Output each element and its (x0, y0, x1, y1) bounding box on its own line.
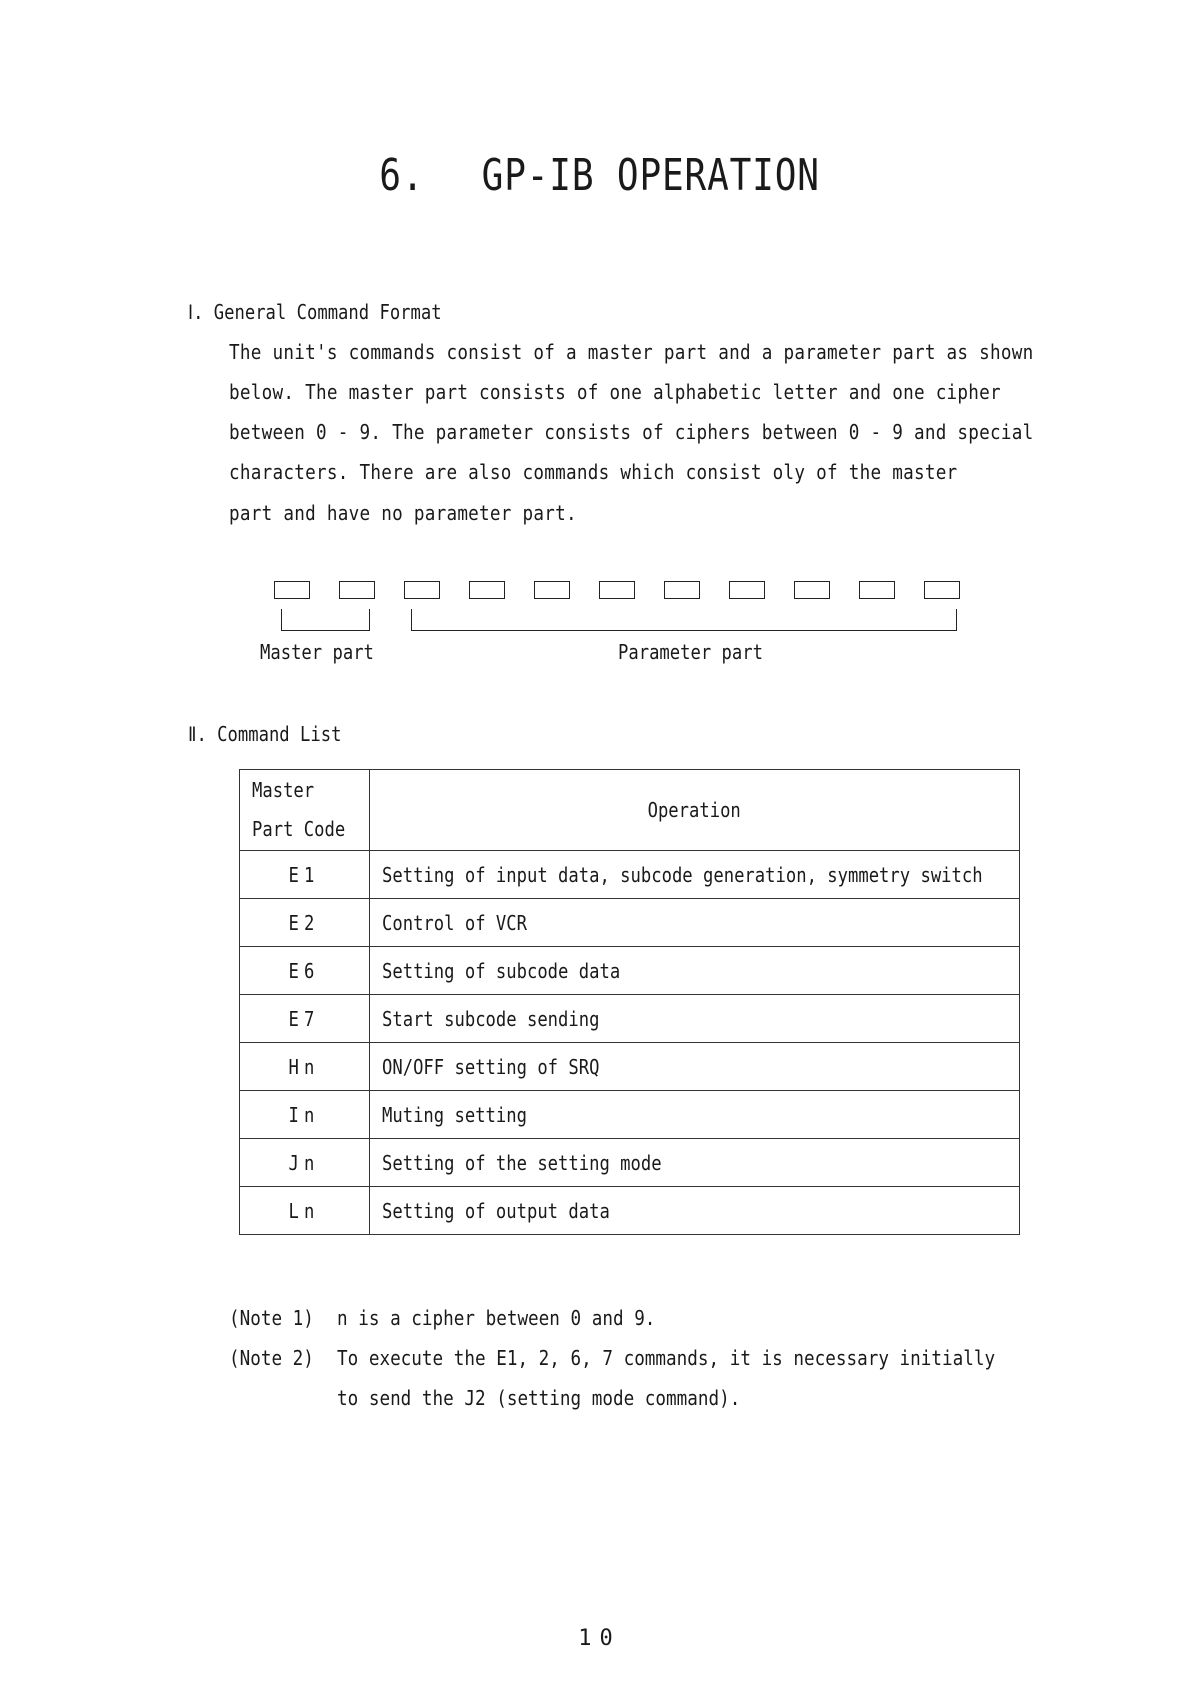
diagram-box (599, 581, 635, 599)
command-operation-text: Control of VCR (382, 910, 527, 935)
command-code-text: E2 (288, 910, 321, 935)
operation-header (370, 770, 1020, 851)
command-code (240, 1091, 370, 1139)
command-code (240, 995, 370, 1043)
parameter-part-bracket (411, 609, 957, 631)
command-code-text: E6 (288, 958, 321, 983)
command-operation (370, 1091, 1020, 1139)
command-operation-text: Muting setting (382, 1102, 527, 1127)
command-operation-text: Start subcode sending (382, 1006, 600, 1031)
command-operation (370, 1187, 1020, 1235)
command-code-text: E7 (288, 1006, 321, 1031)
command-code-text: Ln (288, 1198, 321, 1223)
command-code-text: Jn (288, 1150, 321, 1175)
command-code-text: Hn (288, 1054, 321, 1079)
master-code-header-line1: Master (252, 778, 315, 802)
command-table (239, 769, 1020, 1235)
parameter-part-label: Parameter part (618, 640, 763, 664)
master-part-bracket (281, 609, 370, 631)
command-code-text: E1 (288, 862, 321, 887)
section-1-heading: Ⅰ. General Command Format (188, 300, 442, 324)
diagram-box (664, 581, 700, 599)
command-operation-text: Setting of input data, subcode generation, symmetry switch (382, 862, 983, 887)
table-row (240, 1187, 1020, 1235)
paragraph-line-4: characters. There are also commands which consist oly of the master (229, 460, 958, 484)
diagram-box (274, 581, 310, 599)
command-operation-text: ON/OFF setting of SRQ (382, 1054, 600, 1079)
diagram-box (859, 581, 895, 599)
paragraph-line-2: below. The master part consists of one alphabetic letter and one cipher (229, 380, 1001, 404)
diagram-box (339, 581, 375, 599)
command-code (240, 1139, 370, 1187)
table-header-row (240, 770, 1020, 851)
table-row (240, 899, 1020, 947)
master-code-header-line2: Part Code (252, 817, 346, 841)
section-2-heading: Ⅱ. Command List (188, 722, 342, 746)
diagram-box (924, 581, 960, 599)
command-code (240, 1043, 370, 1091)
master-part-label: Master part (260, 640, 374, 664)
paragraph-line-5: part and have no parameter part. (229, 501, 577, 525)
command-code (240, 851, 370, 899)
diagram-box (404, 581, 440, 599)
chapter-title: GP-IB OPERATION (481, 150, 820, 201)
note-2-label: (Note 2) (229, 1346, 314, 1370)
command-operation-text: Setting of output data (382, 1198, 610, 1223)
command-operation (370, 995, 1020, 1043)
table-row (240, 1091, 1020, 1139)
command-operation-text: Setting of the setting mode (382, 1150, 662, 1175)
master-code-header (240, 770, 370, 851)
diagram-box (469, 581, 505, 599)
paragraph-line-3: between 0 - 9. The parameter consists of ciphers between 0 - 9 and special (229, 420, 1034, 444)
note-2-continuation: to send the J2 (setting mode command). (337, 1386, 741, 1410)
page-number: 10 (578, 1626, 621, 1651)
command-operation (370, 1139, 1020, 1187)
page-title (108, 150, 1091, 201)
operation-header-text: Operation (647, 798, 742, 822)
table-row (240, 995, 1020, 1043)
command-code-text: In (288, 1102, 321, 1127)
command-operation (370, 899, 1020, 947)
paragraph-line-1: The unit's commands consist of a master part and a parameter part as shown (229, 340, 1034, 364)
diagram-box (729, 581, 765, 599)
note-1-label: (Note 1) (229, 1306, 314, 1330)
chapter-number: 6. (379, 150, 425, 201)
command-operation (370, 1043, 1020, 1091)
note-2-text: To execute the E1, 2, 6, 7 commands, it is necessary initially (337, 1346, 996, 1370)
command-code (240, 1187, 370, 1235)
command-code (240, 899, 370, 947)
table-row (240, 1043, 1020, 1091)
table-row (240, 947, 1020, 995)
command-operation (370, 947, 1020, 995)
diagram-box (794, 581, 830, 599)
diagram-box (534, 581, 570, 599)
note-1-text: n is a cipher between 0 and 9. (337, 1306, 656, 1330)
command-operation-text: Setting of subcode data (382, 958, 621, 983)
command-operation (370, 851, 1020, 899)
table-row (240, 1139, 1020, 1187)
table-row (240, 851, 1020, 899)
command-code (240, 947, 370, 995)
